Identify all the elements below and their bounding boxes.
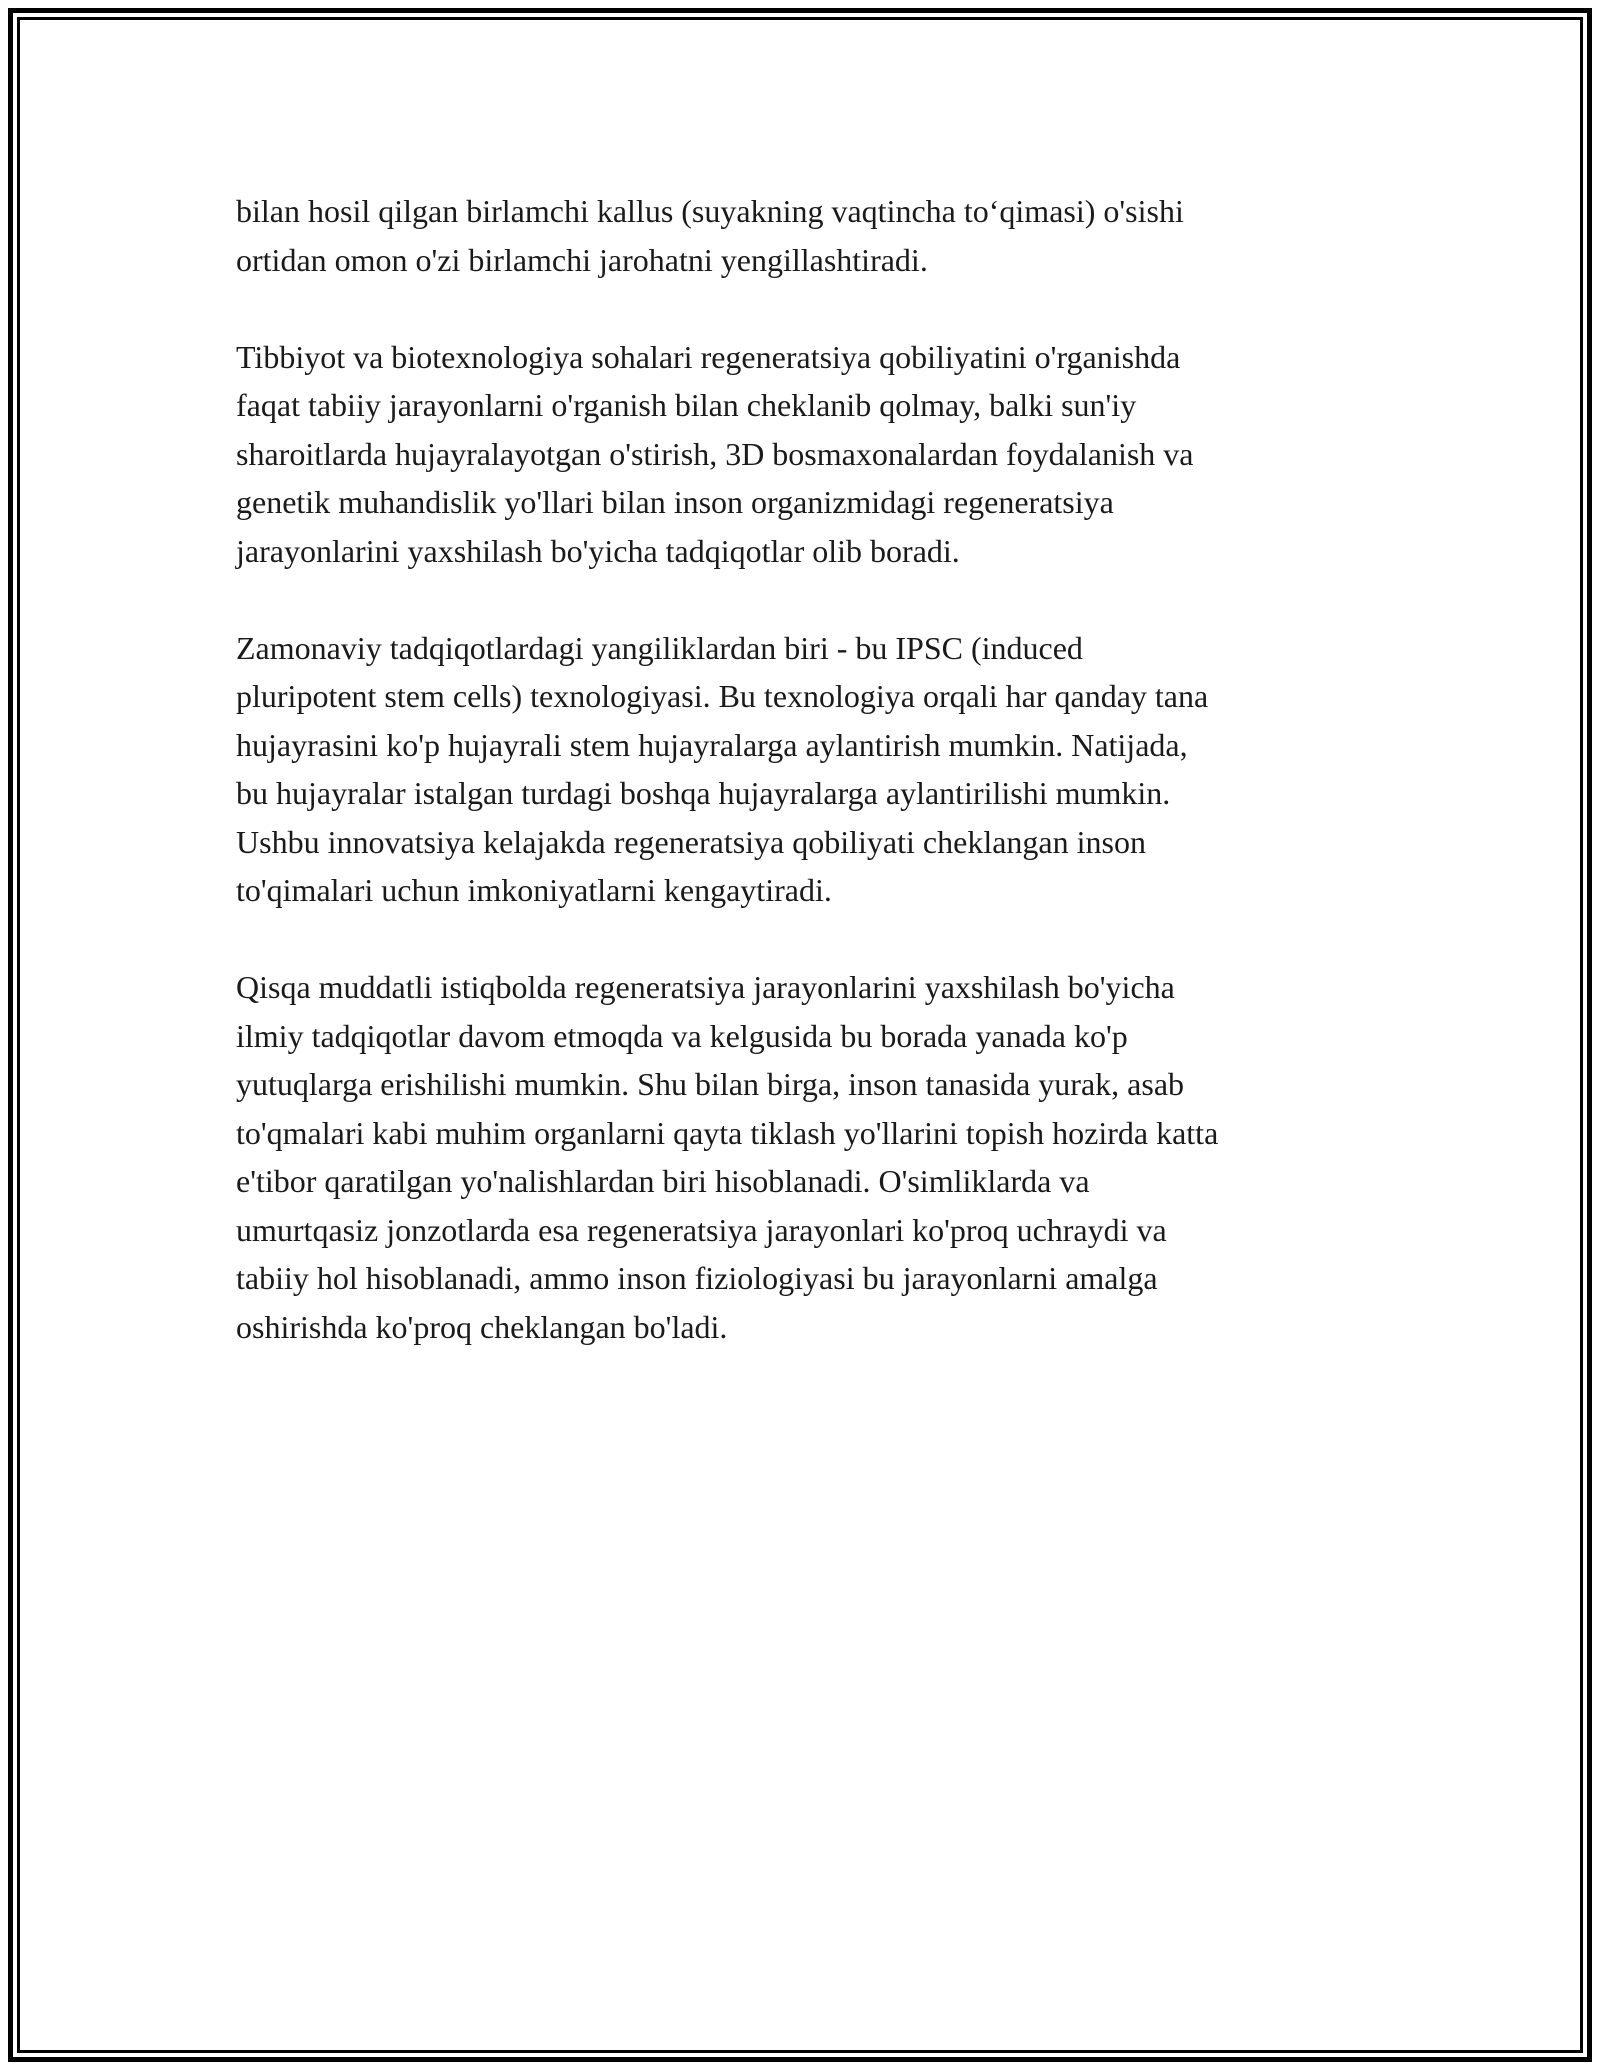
text-line: bu hujayralar istalgan turdagi boshqa hujayralarga aylantirilishi mumkin. [236,775,1171,811]
text-line: tabiiy hol hisoblanadi, ammo inson fiziologiyasi bu jarayonlarni amalga [236,1260,1158,1296]
text-line: pluripotent stem cells) texnologiyasi. Bu texnologiya orqali har qanday tana [236,678,1209,714]
text-line: bilan hosil qilgan birlamchi kallus (suyakning vaqtincha to‘qimasi) o'sishi [236,193,1184,229]
text-line: faqat tabiiy jarayonlarni o'rganish bilan cheklanib qolmay, balki sun'iy [236,387,1137,423]
text-line: hujayrasini ko'p hujayrali stem hujayralarga aylantirish mumkin. Natijada, [236,726,1188,763]
paragraph [236,187,1366,284]
text-line: to'qimalari uchun imkoniyatlarni kengaytiradi. [236,872,832,908]
text-line: ortidan omon o'zi birlamchi jarohatni yengillashtiradi. [236,241,928,278]
text-line: umurtqasiz jonzotlarda esa regeneratsiya jarayonlari ko'proq uchraydi va [236,1211,1167,1248]
paragraph [236,624,1366,915]
text-line: oshirishda ko'proq cheklangan bo'ladi. [236,1308,728,1345]
text-line: e'tibor qaratilgan yo'nalishlardan biri hisoblanadi. O'simliklarda va [236,1163,1090,1199]
document-body [236,187,1366,1400]
text-line: sharoitlarda hujayralayotgan o'stirish, 3D bosmaxonalardan foydalanish va [236,435,1194,472]
text-line: yutuqlarga erishilishi mumkin. Shu bilan birga, inson tanasida yurak, asab [236,1066,1185,1102]
text-line: jarayonlarini yaxshilash bo'yicha tadqiqotlar olib boradi. [236,532,960,569]
paragraph [236,333,1366,576]
text-line: Tibbiyot va biotexnologiya sohalari regeneratsiya qobiliyatini o'rganishda [236,338,1181,375]
text-line: genetik muhandislik yo'llari bilan inson organizmidagi regeneratsiya [236,484,1114,520]
text-line: to'qmalari kabi muhim organlarni qayta tiklash yo'llarini topish hozirda katta [236,1114,1219,1151]
text-line: Qisqa muddatli istiqbolda regeneratsiya jarayonlarini yaxshilash bo'yicha [236,969,1175,1005]
text-line: ilmiy tadqiqotlar davom etmoqda va kelgusida bu borada yanada ko'p [236,1017,1128,1054]
text-line: Ushbu innovatsiya kelajakda regeneratsiya qobiliyati cheklangan inson [236,823,1146,860]
text-line: Zamonaviy tadqiqotlardagi yangiliklardan biri - bu IPSC (induced [236,629,1083,666]
paragraph [236,963,1366,1351]
